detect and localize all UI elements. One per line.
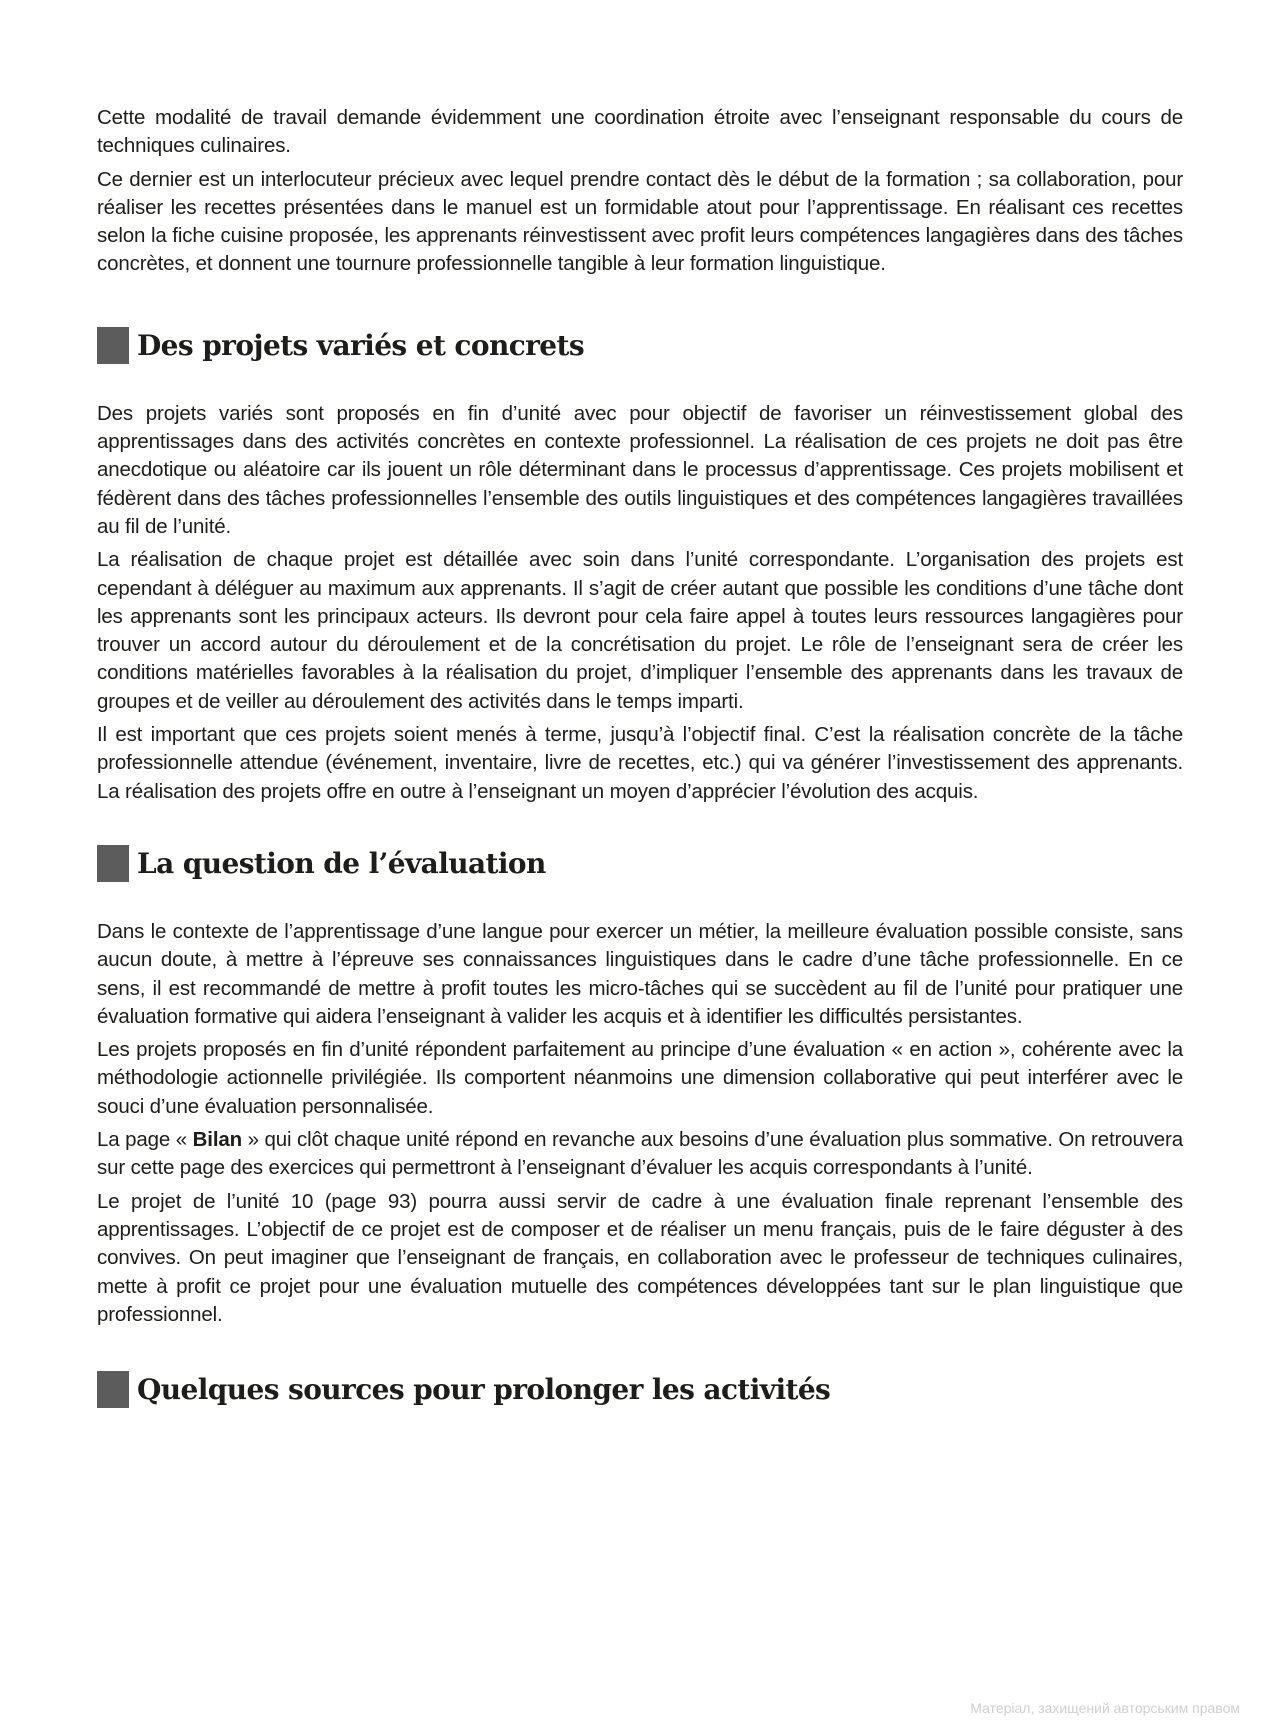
section-heading-evaluation xyxy=(97,844,1183,884)
projets-paragraph-2: La réalisation de chaque projet est détaillée avec soin dans l’unité correspondante. L’organisation des projets est cependant à déléguer au maximum aux apprenants. Il s’agit de créer autant que possible les conditions d’une tâche dont les apprenants sont les principaux acteurs. Ils devront pour cela faire appel à toutes leurs ressources langagières pour trouver un accord autour du déroulement et de la concrétisation du projet. Le rôle de l’enseignant sera de créer les conditions matérielles favorables à la réalisation du projet, d’impliquer l’ensemble des apprenants dans les travaux de groupes et de veiller au déroulement des activités dans le temps imparti. xyxy=(97,548,1183,713)
section-title: Quelques sources pour prolonger les activités xyxy=(137,1372,831,1406)
heading-square-icon xyxy=(97,327,129,364)
intro-paragraph-1: Cette modalité de travail demande évidemment une coordination étroite avec l’enseignant responsable du cours de techniques culinaires. xyxy=(97,106,1183,158)
document-page xyxy=(97,104,1183,1409)
projets-paragraph-1: Des projets variés sont proposés en fin d’unité avec pour objectif de favoriser un réinvestissement global des apprentissages dans des activités concrètes en contexte professionnel. La réalisation de ces projets ne doit pas être anecdotique ou aléatoire car ils jouent un rôle déterminant dans le processus d’apprentissage. Ces projets mobilisent et fédèrent dans des tâches professionnelles l’ensemble des outils linguistiques et des compétences langagières travaillées au fil de l’unité. xyxy=(97,401,1183,538)
heading-square-icon xyxy=(97,845,129,882)
evaluation-paragraph-2: Les projets proposés en fin d’unité répondent parfaitement au principe d’une évaluation « en action », cohérente avec la méthodologie actionnelle privilégiée. Ils comportent néanmoins une dimension collaborative qui peut interférer avec le souci d’une évaluation personnalisée. xyxy=(97,1038,1183,1118)
intro-paragraph-2: Ce dernier est un interlocuteur précieux avec lequel prendre contact dès le début de la formation ; sa collaboration, pour réaliser les recettes présentées dans le manuel est un formidable atout pour l’apprentissage. En réalisant ces recettes selon la fiche cuisine proposée, les apprenants réinvestissent avec profit leurs compétences langagières dans des tâches concrètes, et donnent une tournure professionnelle tangible à leur formation linguistique. xyxy=(97,167,1183,276)
evaluation-paragraph-1: Dans le contexte de l’apprentissage d’une langue pour exercer un métier, la meilleure évaluation possible consiste, sans aucun doute, à mettre à l’épreuve ses connaissances linguistiques dans le cadre d’une tâche professionnelle. En ce sens, il est recommandé de mettre à profit toutes les micro-tâches qui se succèdent au fil de l’unité pour pratiquer une évaluation formative qui aidera l’enseignant à valider les acquis et à identifier les difficultés persistantes. xyxy=(97,919,1183,1028)
evaluation-paragraph-bilan xyxy=(97,1126,1183,1183)
heading-square-icon xyxy=(97,1371,129,1408)
bilan-text-before: La page « xyxy=(97,1128,193,1152)
copyright-watermark: Матеріал, захищений авторським правом xyxy=(970,1700,1240,1716)
bilan-text-after: » qui clôt chaque unité répond en revanche aux besoins d’une évaluation plus sommative. On retrouvera sur cette page des exercices qui permettront à l’enseignant d’évaluer les acquis correspondants à l’unité. xyxy=(97,1128,1183,1180)
projets-paragraph-3: Il est important que ces projets soient menés à terme, jusqu’à l’objectif final. C’est la réalisation concrète de la tâche professionnelle attendue (événement, inventaire, livre de recettes, etc.) qui va générer l’investissement des apprenants. La réalisation des projets offre en outre à l’enseignant un moyen d’apprécier l’évolution des acquis. xyxy=(97,723,1183,803)
section-title: La question de l’évaluation xyxy=(137,847,546,881)
section-heading-sources xyxy=(97,1369,1183,1409)
section-heading-projets xyxy=(97,326,1183,366)
evaluation-paragraph-final: Le projet de l’unité 10 (page 93) pourra aussi servir de cadre à une évaluation finale reprenant l’ensemble des apprentissages. L’objectif de ce projet est de composer et de réaliser un menu français, puis de le faire déguster à des convives. On peut imaginer que l’enseignant de français, en collaboration avec le professeur de techniques culinaires, mette à profit ce projet pour une évaluation mutuelle des compétences développées tant sur le plan linguistique que professionnel. xyxy=(97,1189,1183,1326)
section-title: Des projets variés et concrets xyxy=(137,329,585,363)
bilan-bold: Bilan xyxy=(192,1128,243,1152)
